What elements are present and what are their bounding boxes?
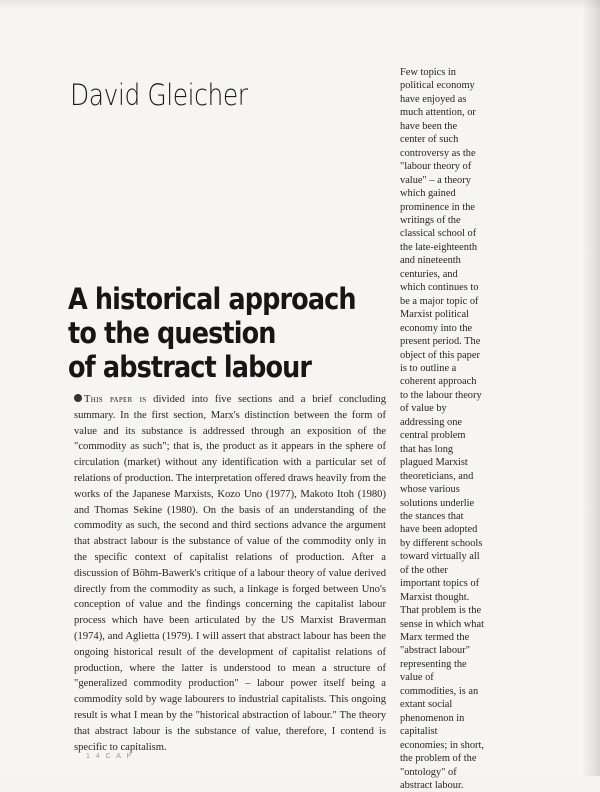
page-footer: 1 4 C A P [86, 753, 134, 760]
author-name: David Gleicher [70, 78, 248, 112]
abstract-line: "labour theory of [400, 161, 472, 173]
abstract-line: representing the [400, 658, 467, 670]
abstract-line: by different schools [400, 537, 483, 549]
abstract-line: prominence in the [400, 201, 476, 213]
abstract-line: toward virtually all [400, 551, 480, 563]
abstract-line: theoreticians, and [400, 470, 474, 482]
abstract-line: of value by [400, 403, 447, 415]
abstract-line: Marxist thought. [400, 591, 470, 603]
body-text: divided into five sections and a brief concluding summary. In the first section, Marx's distinction between the form of value and its substance is addressed through an exposition of the "commodity as such"; that is, the product as it appears in the sphere of circulation (market) without any identification with a particular set of relations of production. The interpretation offered draws heavily from the works of the Japanese Marxists, Kozo Uno (1977), Makoto Itoh (1980) and Thomas Sekine (1980). On the basis of an understanding of the commodity as such, the second and third sections advance the argument that abstract labour is the substance of value of the commodity only in the specific context of capitalist relations of production. After a discussion of Böhm-Bawerk's critique of a labour theory of value derived directly from the commodity as such, a linkage is forged between Uno's conception of value and the findings concerning the capitalist labour process which have been articulated by the US Marxist Braverman (1974), and Aglietta (1979). I will assert that abstract labour has been the ongoing historical result of the development of capitalist relations of production, where the latter is understood to mean a structure of "generalized commodity production" – labour power itself being a commodity sold by wage labourers to industrial capitalists. This ongoing result is what I mean by the "historical abstraction of labour." The theory that abstract labour is the substance of value, therefore, I contend is specific to capitalism. [74, 394, 386, 753]
abstract-line: capitalist [400, 726, 438, 738]
page-shadow-right [582, 0, 600, 776]
abstract-line: Marx termed the [400, 632, 470, 644]
abstract-line: economies; in short, [400, 739, 484, 751]
abstract-line: important topics of [400, 578, 480, 590]
abstract-line: have been adopted [400, 524, 478, 536]
body-paragraph [74, 392, 386, 755]
abstract-line: that has long [400, 443, 454, 455]
abstract-line: and nineteenth [400, 255, 461, 267]
abstract-line: plagued Marxist [400, 457, 468, 469]
abstract-line: of the other [400, 564, 448, 576]
abstract-line: value of [400, 672, 434, 684]
abstract-line: central problem [400, 430, 466, 442]
abstract-line: phenomenon in [400, 712, 465, 724]
abstract-line: "ontology" of [400, 766, 457, 778]
title-line: to the question [68, 316, 276, 350]
abstract-line: center of such [400, 134, 459, 146]
abstract-line: writings of the [400, 214, 461, 226]
abstract-line: extant social [400, 699, 453, 711]
abstract-line: addressing one [400, 416, 463, 428]
abstract-line: solutions underlie [400, 497, 475, 509]
abstract-line: to the labour theory [400, 389, 482, 401]
abstract-line: the late-eighteenth [400, 241, 478, 253]
abstract-line: have enjoyed as [400, 93, 467, 105]
abstract-sidebar [400, 66, 510, 792]
abstract-line: economy into the [400, 322, 473, 334]
abstract-line: Marxist political [400, 309, 469, 321]
abstract-line: controversy as the [400, 147, 476, 159]
abstract-line: political economy [400, 80, 475, 92]
abstract-line: commodities, is an [400, 685, 479, 697]
abstract-line: which continues to [400, 282, 479, 294]
abstract-line: the problem of the [400, 753, 477, 765]
abstract-line: present period. The [400, 336, 481, 348]
abstract-line: value" – a theory [400, 174, 471, 186]
abstract-line: coherent approach [400, 376, 477, 388]
abstract-line: Few topics in [400, 67, 456, 78]
abstract-line: be a major topic of [400, 295, 479, 307]
abstract-line: centuries, and [400, 268, 458, 280]
abstract-line: much attention, or [400, 107, 476, 119]
abstract-line: which gained [400, 188, 456, 200]
abstract-line: abstract labour. [400, 780, 464, 792]
abstract-line: is to outline a [400, 362, 457, 374]
abstract-line: "abstract labour" [400, 645, 470, 657]
title-line: A historical approach [68, 282, 356, 316]
title-line: of abstract labour [68, 350, 312, 384]
bullet-icon [74, 394, 82, 402]
abstract-line: sense in which what [400, 618, 484, 630]
abstract-line: have been the [400, 120, 458, 132]
abstract-line: object of this paper [400, 349, 480, 361]
page-shadow-top [0, 0, 600, 10]
abstract-line: whose various [400, 484, 460, 496]
abstract-line: classical school of [400, 228, 477, 240]
article-title [68, 282, 395, 384]
lead-in: This paper is [84, 394, 147, 405]
abstract-line: That problem is the [400, 605, 482, 617]
abstract-line: the stances that [400, 510, 464, 522]
